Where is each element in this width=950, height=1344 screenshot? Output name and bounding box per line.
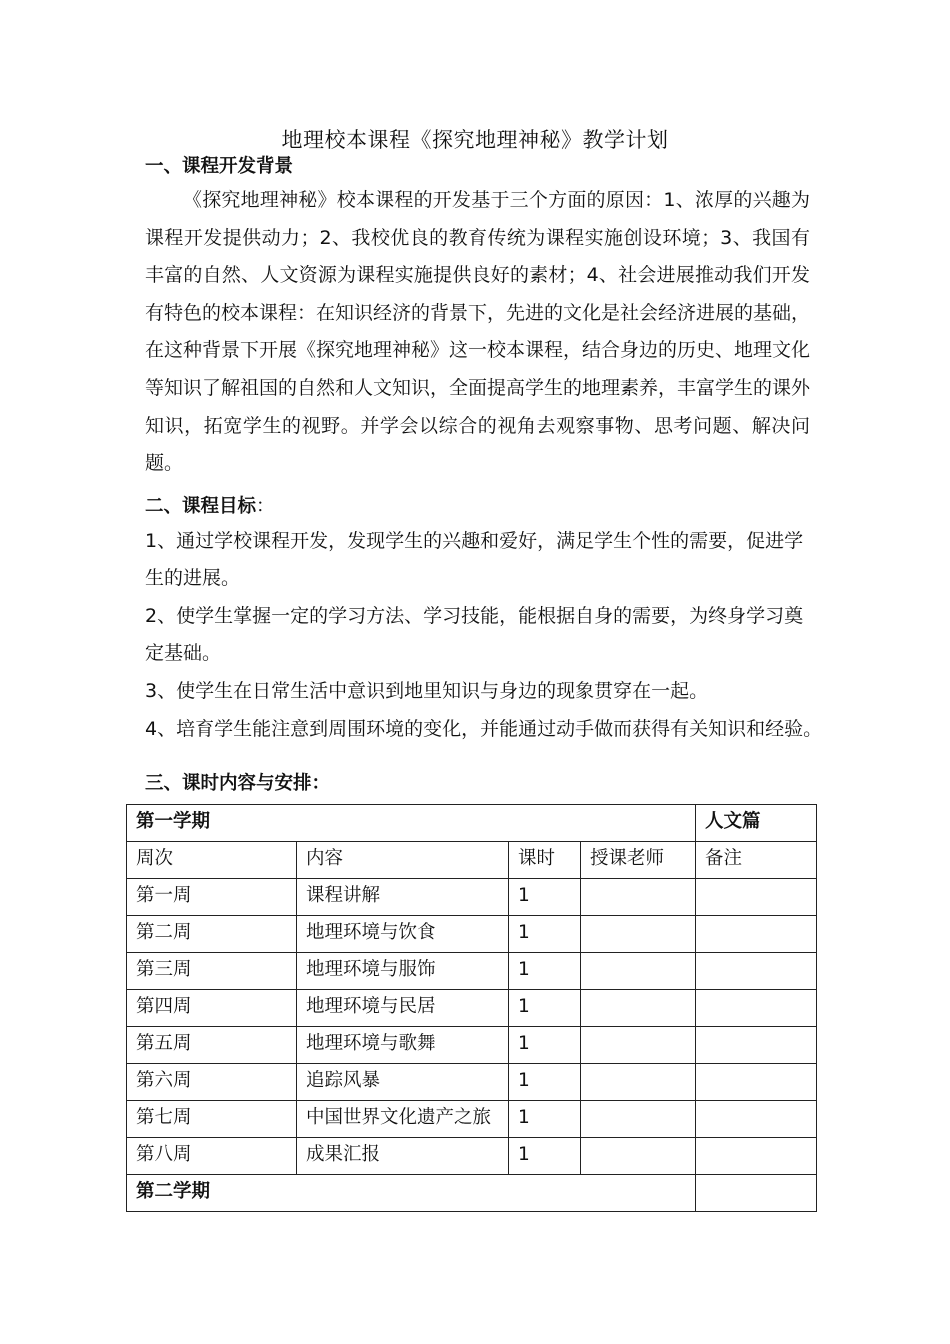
week-cell: 第五周 [127, 1027, 297, 1064]
goal-2: 2、使学生掌握一定的学习方法、学习技能，能根据自身的需要，为终身学习奠定基础。 [145, 605, 804, 664]
week-cell: 第四周 [127, 990, 297, 1027]
week-cell: 第六周 [127, 1064, 297, 1101]
teacher-cell [581, 1138, 696, 1175]
week-cell: 第三周 [127, 953, 297, 990]
header-hours: 课时 [509, 842, 581, 879]
notes-cell [696, 916, 817, 953]
week-cell: 第八周 [127, 1138, 297, 1175]
section2-heading-colon: ： [256, 496, 275, 517]
header-notes: 备注 [696, 842, 817, 879]
document-title: 地理校本课程《探究地理神秘》教学计划 [281, 128, 669, 152]
week-cell: 第七周 [127, 1101, 297, 1138]
header-content: 内容 [297, 842, 509, 879]
table-row [127, 953, 817, 990]
goal-4: 4、培育学生能注意到周围环境的变化，并能通过动手做而获得有关知识和经验。 [145, 718, 823, 740]
table-row [127, 1027, 817, 1064]
content-cell: 课程讲解 [297, 879, 509, 916]
table-row [127, 1064, 817, 1101]
section1-body: 《探究地理神秘》校本课程的开发基于三个方面的原因：1、浓厚的兴趣为课程开发提供动力；2、我校优良的教育传统为课程实施创设环境；3、我国有丰富的自然、人文资源为课程实施提供良好的素材；4、社会进展推动我们开发有特色的校本课程：在知识经济的背景下，先进的文化是社会经济进展的基础，在这种背景下开展《探究地理神秘》这一校本课程，结合身边的历史、地理文化等知识了解祖国的自然和人文知识，全面提高学生的地理素养，丰富学生的课外知识，拓宽学生的视野。并学会以综合的视角去观察事物、思考问题、解决问题。 [145, 189, 811, 475]
notes-cell [696, 879, 817, 916]
table-row [127, 916, 817, 953]
schedule-table [126, 804, 817, 1212]
category-label: 人文篇 [696, 805, 817, 842]
hours-cell: 1 [509, 990, 581, 1027]
teacher-cell [581, 990, 696, 1027]
teacher-cell [581, 879, 696, 916]
hours-cell: 1 [509, 953, 581, 990]
table-row [127, 1138, 817, 1175]
content-cell: 地理环境与民居 [297, 990, 509, 1027]
hours-cell: 1 [509, 879, 581, 916]
teacher-cell [581, 1027, 696, 1064]
content-cell: 成果汇报 [297, 1138, 509, 1175]
table-row [127, 1101, 817, 1138]
hours-cell: 1 [509, 1064, 581, 1101]
content-cell: 地理环境与服饰 [297, 953, 509, 990]
section3-heading: 三、课时内容与安排： [145, 773, 331, 794]
table-row [127, 805, 817, 842]
teacher-cell [581, 916, 696, 953]
header-week: 周次 [127, 842, 297, 879]
hours-cell: 1 [509, 1138, 581, 1175]
table-header-row [127, 842, 817, 879]
hours-cell: 1 [509, 1101, 581, 1138]
goal-3: 3、使学生在日常生活中意识到地里知识与身边的现象贯穿在一起。 [145, 680, 709, 702]
notes-cell [696, 1027, 817, 1064]
notes-cell [696, 1138, 817, 1175]
hours-cell: 1 [509, 916, 581, 953]
teacher-cell [581, 1101, 696, 1138]
table-row [127, 990, 817, 1027]
table-row [127, 879, 817, 916]
week-cell: 第二周 [127, 916, 297, 953]
notes-cell [696, 990, 817, 1027]
term1-label: 第一学期 [127, 805, 696, 842]
teacher-cell [581, 1064, 696, 1101]
week-cell: 第一周 [127, 879, 297, 916]
section2-heading [145, 492, 275, 518]
notes-cell [696, 1064, 817, 1101]
section2-heading-text: 二、课程目标 [145, 496, 257, 517]
notes-cell [696, 1101, 817, 1138]
content-cell: 追踪风暴 [297, 1064, 509, 1101]
term2-label: 第二学期 [127, 1175, 696, 1212]
hours-cell: 1 [509, 1027, 581, 1064]
notes-cell [696, 953, 817, 990]
section1-heading: 一、课程开发背景 [145, 156, 294, 177]
notes-cell [696, 1175, 817, 1212]
goal-1: 1、通过学校课程开发，发现学生的兴趣和爱好，满足学生个性的需要，促进学生的进展。 [145, 530, 804, 589]
table-row [127, 1175, 817, 1212]
content-cell: 地理环境与歌舞 [297, 1027, 509, 1064]
content-cell: 地理环境与饮食 [297, 916, 509, 953]
header-teacher: 授课老师 [581, 842, 696, 879]
content-cell: 中国世界文化遗产之旅 [297, 1101, 509, 1138]
teacher-cell [581, 953, 696, 990]
